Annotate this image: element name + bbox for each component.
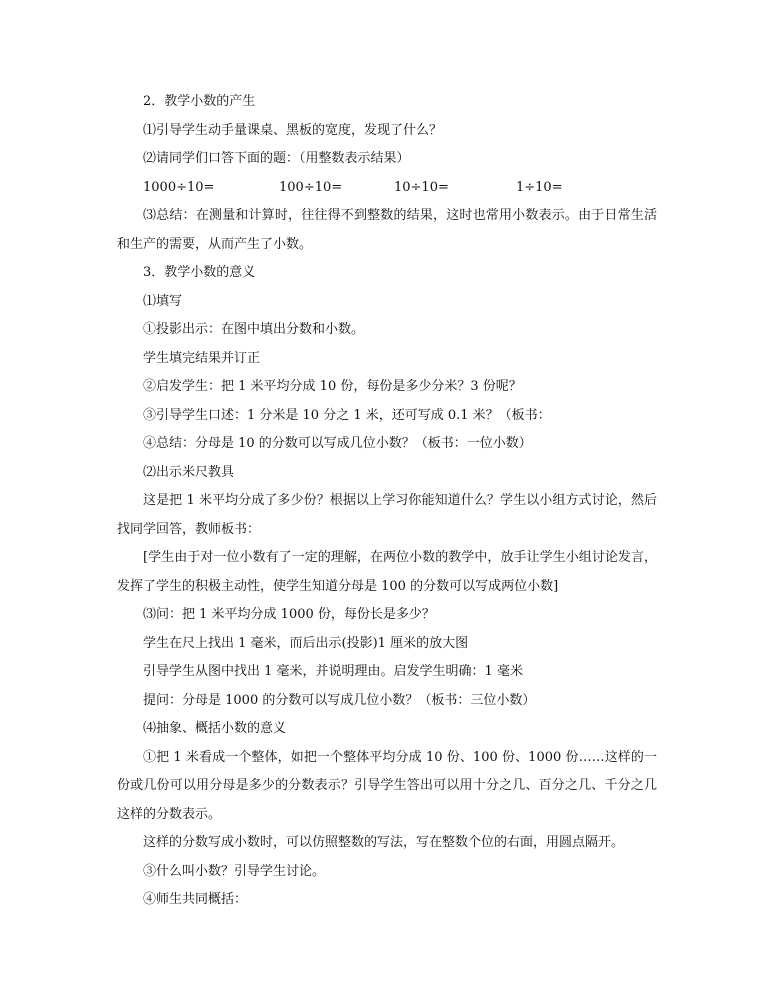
calculation-item: 10÷10= xyxy=(394,179,449,195)
paragraph-conclusion-one-decimal: ④总结：分母是 10 的分数可以写成几位小数？（板书：一位小数） xyxy=(143,436,532,451)
paragraph-inspire: ②启发学生：把 1 米平均分成 10 份，每份是多少分米？3 份呢？ xyxy=(143,379,522,394)
paragraph-summary: ⑶总结：在测量和计算时，往往得不到整数的结果，这时也常用小数表示。由于日常生活和生产的需要，从而产生了小数。 xyxy=(117,208,657,252)
document-page xyxy=(117,88,657,915)
heading-decimal-origin: 2．教学小数的产生 xyxy=(143,94,256,109)
calculation-item: 100÷10= xyxy=(279,179,343,195)
paragraph-abstract-meaning: ⑷抽象、概括小数的意义 xyxy=(143,721,287,736)
paragraph-find-millimeter: 学生在尺上找出 1 毫米，而后出示(投影)1 厘米的放大图 xyxy=(143,635,469,651)
paragraph-three-decimal: 提问：分母是 1000 的分数可以写成几位小数？（板书：三位小数） xyxy=(143,692,536,708)
paragraph-oral-describe: ③引导学生口述：1 分米是 10 分之 1 米，还可写成 0.1 米？（板书： xyxy=(143,407,551,423)
heading-decimal-meaning: 3．教学小数的意义 xyxy=(143,265,256,280)
paragraph-write-decimal: 这样的分数写成小数时，可以仿照整数的写法，写在整数个位的右面，用圆点隔开。 xyxy=(143,835,625,850)
paragraph-ruler-tool: ⑵出示米尺教具 xyxy=(143,464,235,480)
paragraph-group-discussion: 这是把 1 米平均分成了多少份？根据以上学习你能知道什么？学生以小组方式讨论，然后找同学回答，教师板书： xyxy=(117,493,657,537)
calculation-item: 1÷10= xyxy=(516,179,563,195)
calculation-row xyxy=(117,174,657,203)
paragraph-fill-in: ⑴填写 xyxy=(143,293,183,309)
calculation-item: 1000÷10= xyxy=(143,179,215,195)
paragraph-whole-unit: ①把 1 米看成一个整体，如把一个整体平均分成 10 份、100 份、1000 份……这样的一份或几份可以用分母是多少的分数表示？引导学生答出可以用十分之几、百分之几、千分之几这样的分数表示。 xyxy=(117,749,657,822)
paragraph-summarize-together: ④师生共同概括： xyxy=(143,892,248,907)
paragraph-question-thousand: ⑶问：把 1 米平均分成 1000 份，每份长是多少？ xyxy=(143,607,435,622)
paragraph-explain-reason: 引导学生从图中找出 1 毫米，并说明理由。启发学生明确：1 毫米 xyxy=(143,664,523,679)
paragraph-students-correct: 学生填完结果并订正 xyxy=(143,350,261,366)
paragraph-oral-answer: ⑵请同学们口答下面的题：（用整数表示结果） xyxy=(143,151,410,166)
paragraph-measure-desk: ⑴引导学生动手量课桌、黑板的宽度，发现了什么？ xyxy=(143,122,443,138)
paragraph-what-is-decimal: ③什么叫小数？引导学生讨论。 xyxy=(143,863,326,879)
paragraph-projection: ①投影出示：在图中填出分数和小数。 xyxy=(143,322,365,337)
paragraph-bracket-note: [学生由于对一位小数有了一定的理解，在两位小数的教学中，放手让学生小组讨论发言，发挥了学生的积极主动性，使学生知道分母是 100 的分数可以写成两位小数] xyxy=(117,550,657,594)
